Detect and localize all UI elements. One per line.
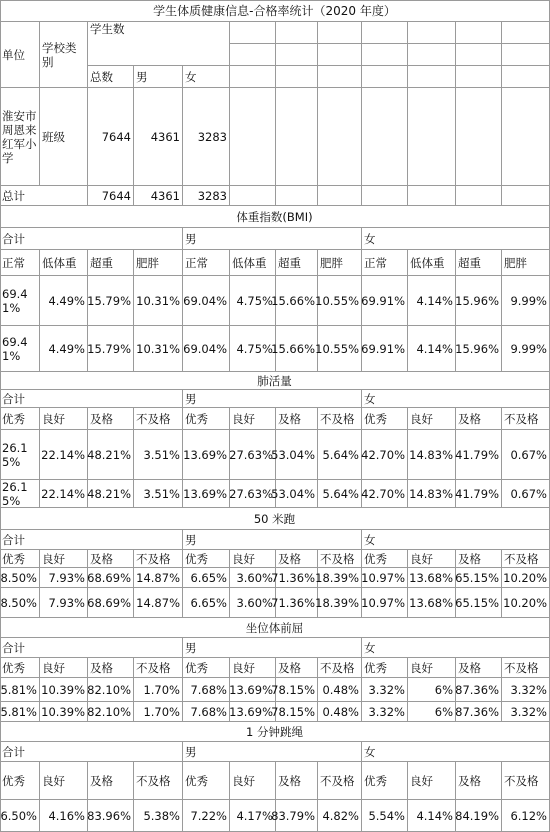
category-header: 优秀: [362, 550, 408, 568]
rate-cell: 5.81%: [0, 678, 40, 702]
rate-cell: 13.69%: [183, 430, 230, 480]
empty-cell: [408, 186, 456, 206]
rate-cell: 83.96%: [88, 800, 134, 832]
rate-cell: 15.66%: [276, 276, 318, 326]
category-header: 良好: [230, 762, 276, 800]
rate-cell: 7.22%: [183, 800, 230, 832]
category-header: 良好: [408, 550, 456, 568]
rate-cell: 13.69%: [230, 702, 276, 722]
category-header: 优秀: [362, 408, 408, 430]
rate-cell: 27.63%: [230, 430, 276, 480]
rate-cell: 9.99%: [502, 326, 550, 372]
category-header: 不及格: [502, 550, 550, 568]
rate-cell: 18.39%: [318, 588, 362, 618]
category-header: 及格: [456, 550, 502, 568]
empty-cell: [276, 88, 318, 186]
empty-cell: [456, 44, 502, 66]
group-header: 女: [362, 390, 550, 408]
category-header: 优秀: [0, 762, 40, 800]
male-header: 男: [134, 66, 183, 88]
rate-cell: 3.32%: [362, 702, 408, 722]
rate-cell: 22.14%: [40, 430, 88, 480]
category-header: 及格: [88, 658, 134, 678]
rate-cell: 13.68%: [408, 588, 456, 618]
rate-cell: 10.39%: [40, 678, 88, 702]
category-header: 正常: [0, 250, 40, 276]
category-header: 不及格: [318, 658, 362, 678]
rate-cell: 69.91%: [362, 276, 408, 326]
rate-cell: 0.48%: [318, 678, 362, 702]
group-header: 合计: [0, 390, 183, 408]
category-header: 及格: [456, 658, 502, 678]
rate-cell: 27.63%: [230, 480, 276, 508]
rate-cell: 4.49%: [40, 276, 88, 326]
category-header: 良好: [40, 550, 88, 568]
rate-cell: 10.97%: [362, 588, 408, 618]
rate-cell: 6%: [408, 678, 456, 702]
sheet-title: 学生体质健康信息-合格率统计（2020 年度）: [0, 0, 550, 22]
rate-cell: 48.21%: [88, 480, 134, 508]
empty-cell: [230, 88, 276, 186]
group-header: 男: [183, 228, 362, 250]
group-header: 女: [362, 228, 550, 250]
category-header: 优秀: [362, 762, 408, 800]
empty-cell: [362, 186, 408, 206]
empty-cell: [318, 44, 362, 66]
empty-cell: [502, 66, 550, 88]
rate-cell: 5.54%: [362, 800, 408, 832]
empty-cell: [408, 88, 456, 186]
rate-cell: 13.69%: [230, 678, 276, 702]
rate-cell: 6.50%: [0, 800, 40, 832]
category-header: 优秀: [362, 658, 408, 678]
unit-name: 淮安市周恩来红军小学: [0, 88, 40, 186]
empty-cell: [318, 186, 362, 206]
rate-cell: 6.12%: [502, 800, 550, 832]
category-header: 良好: [408, 408, 456, 430]
rate-cell: 65.15%: [456, 568, 502, 588]
category-header: 正常: [183, 250, 230, 276]
empty-cell: [502, 44, 550, 66]
group-header: 合计: [0, 530, 183, 550]
category-header: 不及格: [502, 658, 550, 678]
rate-cell: 3.51%: [134, 430, 183, 480]
category-header: 不及格: [134, 762, 183, 800]
category-header: 及格: [88, 408, 134, 430]
section-title: 50 米跑: [0, 508, 550, 530]
rate-cell: 3.51%: [134, 480, 183, 508]
sum-female: 3283: [183, 186, 230, 206]
rate-cell: 41.79%: [456, 430, 502, 480]
empty-cell: [230, 66, 276, 88]
rate-cell: 15.96%: [456, 326, 502, 372]
rate-cell: 7.93%: [40, 588, 88, 618]
rate-cell: 26.15%: [0, 480, 40, 508]
category-header: 优秀: [183, 658, 230, 678]
empty-cell: [276, 66, 318, 88]
category-header: 低体重: [230, 250, 276, 276]
rate-cell: 4.16%: [40, 800, 88, 832]
category-header: 正常: [362, 250, 408, 276]
category-header: 及格: [276, 658, 318, 678]
empty-cell: [276, 186, 318, 206]
rate-cell: 7.68%: [183, 702, 230, 722]
section-title: 体重指数(BMI): [0, 206, 550, 228]
rate-cell: 7.68%: [183, 678, 230, 702]
category-header: 及格: [88, 550, 134, 568]
empty-cell: [456, 186, 502, 206]
rate-cell: 71.36%: [276, 588, 318, 618]
category-header: 及格: [276, 408, 318, 430]
total-count: 7644: [88, 88, 134, 186]
rate-cell: 4.17%: [230, 800, 276, 832]
category-header: 低体重: [40, 250, 88, 276]
rate-cell: 15.79%: [88, 326, 134, 372]
category-header: 及格: [456, 408, 502, 430]
category-header: 肥胖: [134, 250, 183, 276]
rate-cell: 53.04%: [276, 480, 318, 508]
rate-cell: 15.66%: [276, 326, 318, 372]
rate-cell: 4.82%: [318, 800, 362, 832]
rate-cell: 42.70%: [362, 430, 408, 480]
rate-cell: 13.68%: [408, 568, 456, 588]
rate-cell: 10.55%: [318, 276, 362, 326]
empty-cell: [502, 88, 550, 186]
rate-cell: 53.04%: [276, 430, 318, 480]
rate-cell: 4.75%: [230, 276, 276, 326]
empty-cell: [318, 66, 362, 88]
rate-cell: 4.14%: [408, 326, 456, 372]
rate-cell: 82.10%: [88, 702, 134, 722]
rate-cell: 48.21%: [88, 430, 134, 480]
group-header: 女: [362, 742, 550, 762]
empty-cell: [408, 22, 456, 44]
category-header: 及格: [276, 550, 318, 568]
rate-cell: 4.49%: [40, 326, 88, 372]
female-count: 3283: [183, 88, 230, 186]
rate-cell: 4.14%: [408, 800, 456, 832]
rate-cell: 22.14%: [40, 480, 88, 508]
rate-cell: 6.65%: [183, 588, 230, 618]
category-header: 低体重: [408, 250, 456, 276]
rate-cell: 4.14%: [408, 276, 456, 326]
rate-cell: 8.50%: [0, 568, 40, 588]
student-count-header: 学生数: [88, 22, 230, 66]
category-header: 良好: [40, 762, 88, 800]
rate-cell: 82.10%: [88, 678, 134, 702]
rate-cell: 10.20%: [502, 588, 550, 618]
category-header: 不及格: [318, 408, 362, 430]
category-header: 及格: [276, 762, 318, 800]
category-header: 不及格: [318, 762, 362, 800]
rate-cell: 10.97%: [362, 568, 408, 588]
rate-cell: 3.32%: [502, 678, 550, 702]
rate-cell: 1.70%: [134, 678, 183, 702]
rate-cell: 1.70%: [134, 702, 183, 722]
empty-cell: [362, 88, 408, 186]
rate-cell: 41.79%: [456, 480, 502, 508]
empty-cell: [318, 88, 362, 186]
rate-cell: 10.31%: [134, 326, 183, 372]
rate-cell: 14.83%: [408, 430, 456, 480]
empty-cell: [362, 66, 408, 88]
rate-cell: 3.60%: [230, 588, 276, 618]
rate-cell: 5.81%: [0, 702, 40, 722]
category-header: 良好: [230, 550, 276, 568]
group-header: 男: [183, 638, 362, 658]
rate-cell: 14.83%: [408, 480, 456, 508]
category-header: 肥胖: [502, 250, 550, 276]
rate-cell: 10.31%: [134, 276, 183, 326]
empty-cell: [456, 66, 502, 88]
empty-cell: [276, 44, 318, 66]
rate-cell: 69.91%: [362, 326, 408, 372]
rate-cell: 15.79%: [88, 276, 134, 326]
group-header: 合计: [0, 638, 183, 658]
rate-cell: 84.19%: [456, 800, 502, 832]
rate-cell: 18.39%: [318, 568, 362, 588]
rate-cell: 10.20%: [502, 568, 550, 588]
rate-cell: 10.55%: [318, 326, 362, 372]
rate-cell: 4.75%: [230, 326, 276, 372]
rate-cell: 71.36%: [276, 568, 318, 588]
category-header: 良好: [408, 658, 456, 678]
group-header: 男: [183, 742, 362, 762]
group-header: 合计: [0, 228, 183, 250]
rate-cell: 3.32%: [362, 678, 408, 702]
rate-cell: 69.41%: [0, 276, 40, 326]
category-header: 优秀: [183, 550, 230, 568]
group-header: 男: [183, 530, 362, 550]
rate-cell: 68.69%: [88, 568, 134, 588]
rate-cell: 69.04%: [183, 276, 230, 326]
male-count: 4361: [134, 88, 183, 186]
rate-cell: 26.15%: [0, 430, 40, 480]
empty-cell: [230, 186, 276, 206]
group-header: 合计: [0, 742, 183, 762]
empty-cell: [230, 44, 276, 66]
category-header: 不及格: [318, 550, 362, 568]
category-header: 不及格: [134, 658, 183, 678]
school-type: 班级: [40, 88, 88, 186]
rate-cell: 8.50%: [0, 588, 40, 618]
category-header: 及格: [456, 762, 502, 800]
category-header: 良好: [230, 408, 276, 430]
rate-cell: 68.69%: [88, 588, 134, 618]
empty-cell: [502, 22, 550, 44]
category-header: 良好: [230, 658, 276, 678]
sum-total: 7644: [88, 186, 134, 206]
rate-cell: 69.41%: [0, 326, 40, 372]
empty-cell: [408, 66, 456, 88]
section-title: 肺活量: [0, 372, 550, 390]
rate-cell: 87.36%: [456, 678, 502, 702]
female-header: 女: [183, 66, 230, 88]
category-header: 不及格: [502, 762, 550, 800]
school-type-header: 学校类别: [40, 22, 88, 88]
group-header: 女: [362, 638, 550, 658]
category-header: 良好: [40, 408, 88, 430]
rate-cell: 9.99%: [502, 276, 550, 326]
empty-cell: [276, 22, 318, 44]
category-header: 不及格: [502, 408, 550, 430]
category-header: 不及格: [134, 408, 183, 430]
rate-cell: 87.36%: [456, 702, 502, 722]
sum-label: 总计: [0, 186, 88, 206]
rate-cell: 6%: [408, 702, 456, 722]
total-header: 总数: [88, 66, 134, 88]
group-header: 女: [362, 530, 550, 550]
rate-cell: 0.67%: [502, 480, 550, 508]
category-header: 优秀: [0, 550, 40, 568]
rate-cell: 83.79%: [276, 800, 318, 832]
empty-cell: [362, 44, 408, 66]
rate-cell: 13.69%: [183, 480, 230, 508]
category-header: 优秀: [0, 408, 40, 430]
rate-cell: 15.96%: [456, 276, 502, 326]
category-header: 良好: [408, 762, 456, 800]
category-header: 优秀: [0, 658, 40, 678]
empty-cell: [318, 22, 362, 44]
rate-cell: 7.93%: [40, 568, 88, 588]
category-header: 优秀: [183, 408, 230, 430]
rate-cell: 14.87%: [134, 568, 183, 588]
rate-cell: 10.39%: [40, 702, 88, 722]
group-header: 男: [183, 390, 362, 408]
rate-cell: 78.15%: [276, 702, 318, 722]
empty-cell: [362, 22, 408, 44]
rate-cell: 69.04%: [183, 326, 230, 372]
rate-cell: 0.48%: [318, 702, 362, 722]
empty-cell: [408, 44, 456, 66]
rate-cell: 3.60%: [230, 568, 276, 588]
category-header: 不及格: [134, 550, 183, 568]
category-header: 超重: [456, 250, 502, 276]
section-title: 坐位体前屈: [0, 618, 550, 638]
category-header: 良好: [40, 658, 88, 678]
rate-cell: 42.70%: [362, 480, 408, 508]
rate-cell: 65.15%: [456, 588, 502, 618]
empty-cell: [230, 22, 276, 44]
empty-cell: [502, 186, 550, 206]
category-header: 优秀: [183, 762, 230, 800]
rate-cell: 78.15%: [276, 678, 318, 702]
category-header: 及格: [88, 762, 134, 800]
rate-cell: 6.65%: [183, 568, 230, 588]
rate-cell: 3.32%: [502, 702, 550, 722]
category-header: 超重: [276, 250, 318, 276]
rate-cell: 14.87%: [134, 588, 183, 618]
empty-cell: [456, 22, 502, 44]
section-title: 1 分钟跳绳: [0, 722, 550, 742]
category-header: 肥胖: [318, 250, 362, 276]
rate-cell: 5.38%: [134, 800, 183, 832]
empty-cell: [456, 88, 502, 186]
sum-male: 4361: [134, 186, 183, 206]
rate-cell: 0.67%: [502, 430, 550, 480]
category-header: 超重: [88, 250, 134, 276]
rate-cell: 5.64%: [318, 430, 362, 480]
rate-cell: 5.64%: [318, 480, 362, 508]
unit-header: 单位: [0, 22, 40, 88]
